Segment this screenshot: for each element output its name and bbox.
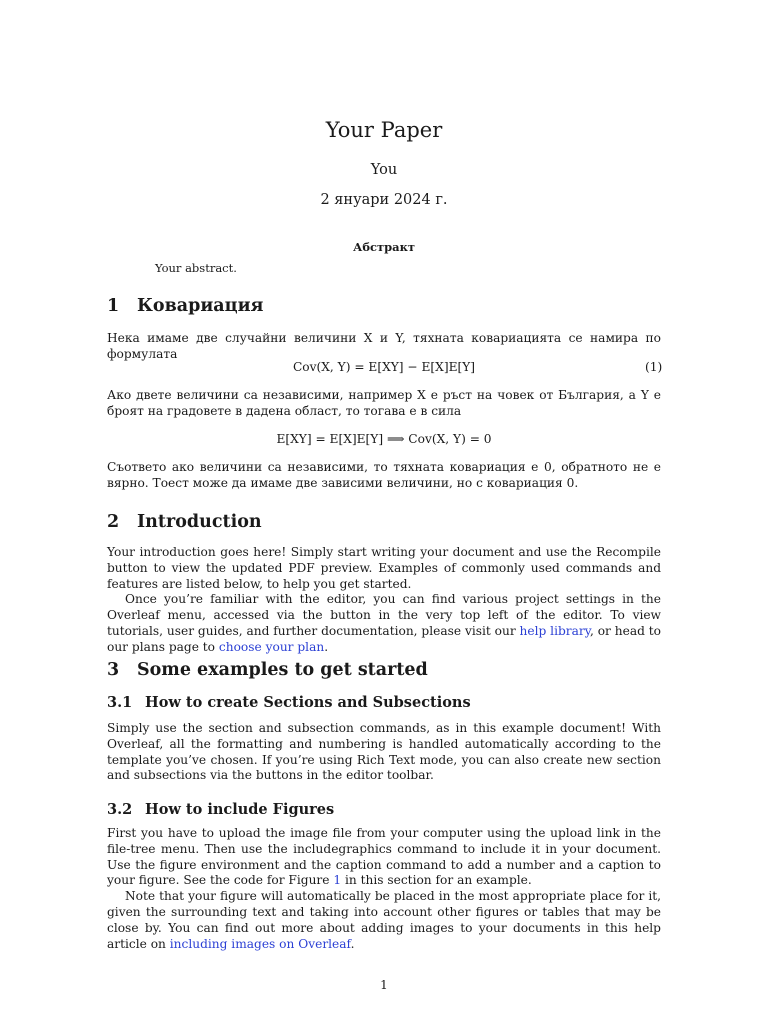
paragraph: Your introduction goes here! Simply start writing your document and use the Recompile button to view the updated PDF preview. Examples of commonly used commands and features are listed below, to help you get started. — [107, 545, 661, 591]
subsection-heading-3-2 — [107, 801, 334, 818]
section-heading-2 — [107, 512, 262, 532]
paper-date: 2 януари 2024 г. — [320, 192, 448, 208]
section-heading-1 — [107, 296, 263, 316]
section-number: 1 — [107, 296, 120, 316]
subsection-title: How to create Sections and Subsections — [145, 694, 471, 711]
paragraph: Съответо ако величини са независими, то тяхната ковариация е 0, обратното не е вярно. Тоест може да имаме две зависими величини, но с ковариация 0. — [107, 460, 661, 490]
abstract-text: Your abstract. — [155, 261, 237, 275]
figure-ref-link[interactable]: 1 — [333, 873, 342, 888]
choose-your-plan-link[interactable]: choose your plan — [218, 639, 325, 654]
help-library-link[interactable]: help library — [519, 623, 590, 638]
paper-author: You — [370, 162, 398, 178]
paragraph: Simply use the section and subsection commands, as in this example document! With Overleaf, all the formatting and numbering is handled automatically according to the template you’ve chosen. If you’re using Rich Text mode, you can also create new section and subsections via the buttons in the editor toolbar. — [107, 721, 661, 783]
equation-2: E[XY] = E[X]E[Y] ⟹ Cov(X, Y) = 0 — [276, 432, 492, 446]
paragraph-text: Note that your figure will automatically be placed in the most appropriate place for it, given the surrounding text and taking into account other figures or tables that may be close by. You can find out more about adding images to your documents in this help article on — [107, 889, 661, 951]
subsection-number: 3.1 — [107, 694, 133, 711]
abstract-heading: Абстракт — [352, 240, 416, 254]
subsection-title: How to include Figures — [145, 801, 335, 818]
including-images-link[interactable]: including images on Overleaf — [169, 936, 351, 951]
equation-number: (1) — [645, 360, 663, 374]
page-number: 1 — [380, 978, 388, 992]
paragraph-text: Once you’re familiar with the editor, you can find various project settings in the Overleaf menu, accessed via the button in the very top left of the editor. To view tutorials, user guides, and further documentation, please visit our — [107, 592, 661, 638]
section-number: 3 — [107, 660, 120, 680]
paragraph-text: First you have to upload the image file from your computer using the upload link in the file-tree menu. Then use the includegraphics command to include it in your document. Use the figure environment and the caption command to add a number and a caption to your figure. See the code for Figure — [107, 826, 661, 888]
paragraph: Ако двете величини са независими, например X е ръст на човек от България, а Y е броят на градовете в дадена област, то тогава е в сила — [107, 388, 661, 418]
section-title: Introduction — [137, 512, 262, 532]
paragraph — [107, 592, 661, 655]
paragraph-text: in this section for an example. — [341, 873, 532, 888]
paragraph — [107, 889, 661, 952]
section-heading-3 — [107, 660, 428, 680]
subsection-number: 3.2 — [107, 801, 133, 818]
paragraph-text: , or head to our plans page to — [107, 623, 661, 654]
section-title: Ковариация — [137, 296, 264, 316]
paragraph-text: . — [350, 936, 355, 951]
paragraph-text: . — [324, 639, 329, 654]
paper-title: Your Paper — [325, 118, 443, 142]
introduction-body — [107, 545, 661, 656]
section-number: 2 — [107, 512, 120, 532]
subsection-heading-3-1 — [107, 694, 471, 711]
section-title: Some examples to get started — [137, 660, 428, 680]
paragraph: Нека имаме две случайни величини X и Y, тяхната ковариацията се намира по формулата — [107, 331, 661, 361]
equation-1: Cov(X, Y) = E[XY] − E[X]E[Y] — [292, 360, 476, 374]
figures-body — [107, 826, 661, 952]
